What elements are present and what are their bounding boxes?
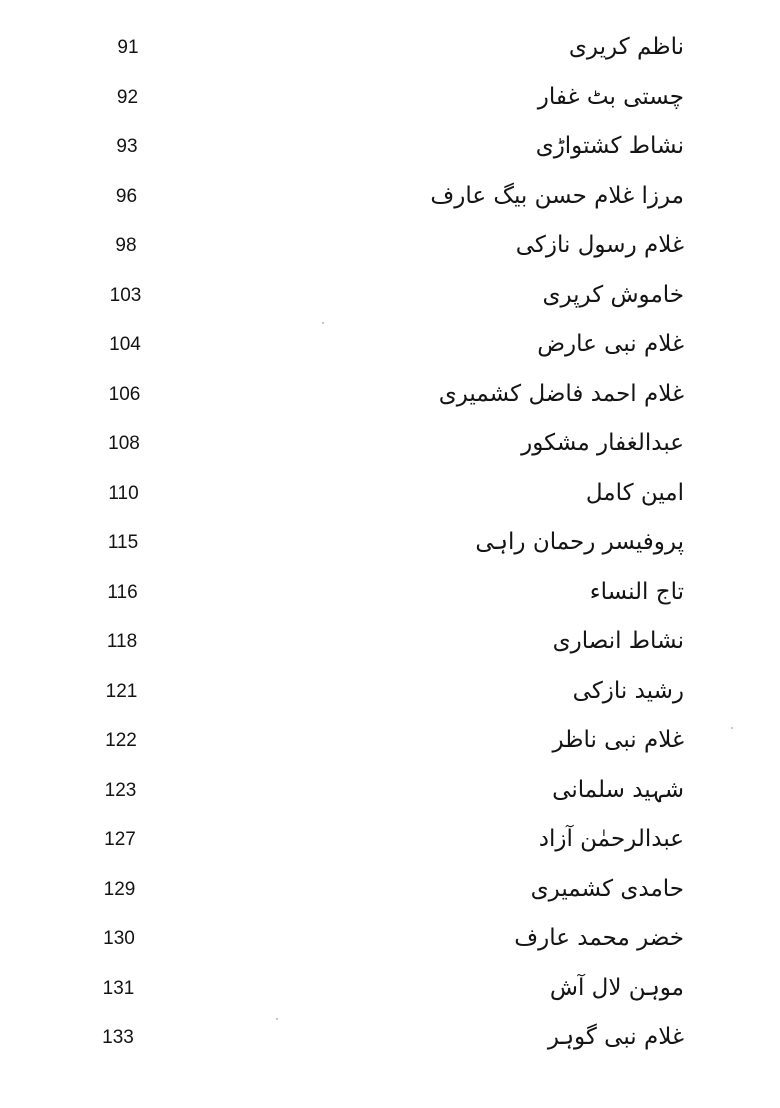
toc-row — [0, 22, 780, 72]
toc-row — [0, 616, 780, 666]
page-number: 108 — [108, 433, 140, 454]
page-number: 116 — [107, 581, 138, 603]
toc-row — [0, 1012, 780, 1062]
entry-name: مرزا غلام حسن بیگ عارف — [430, 182, 684, 209]
entry-name: حامدی کشمیری — [530, 875, 684, 902]
entry-name: عبدالرحمٰن آزاد — [538, 826, 684, 852]
page-number: 130 — [103, 928, 135, 949]
toc-row — [0, 220, 780, 270]
page-number: 103 — [109, 284, 142, 306]
scan-speck — [322, 322, 324, 324]
entry-name: امین کامل — [585, 479, 684, 506]
page-number: 133 — [102, 1027, 134, 1048]
entry-name: شہید سلمانی — [552, 776, 684, 803]
page-number: 106 — [108, 383, 141, 405]
page-number: 129 — [103, 878, 136, 900]
page-number: 96 — [115, 185, 138, 207]
page-number: 131 — [102, 977, 135, 999]
entry-name: خضر محمد عارف — [514, 925, 684, 951]
entry-name: غلام نبی ناظر — [552, 727, 684, 753]
entry-name: نشاط انصاری — [552, 628, 684, 654]
page-number: 115 — [107, 532, 139, 553]
toc-row — [0, 814, 780, 864]
toc-row — [0, 418, 780, 468]
entry-name: رشید نازکی — [572, 677, 684, 704]
page-number: 92 — [116, 86, 139, 108]
page-number: 104 — [109, 334, 141, 355]
entry-name: تاج النساء — [589, 578, 684, 605]
entry-name: موہن لال آش — [549, 974, 684, 1001]
toc-row — [0, 468, 780, 518]
toc-row — [0, 963, 780, 1013]
entry-name: نشاط کشتواڑی — [535, 133, 684, 159]
toc-row — [0, 666, 780, 716]
table-of-contents — [0, 22, 780, 1062]
entry-name: غلام نبی عارض — [537, 331, 684, 357]
scan-speck — [276, 1018, 278, 1020]
page-number: 127 — [104, 829, 136, 850]
entry-name: غلام احمد فاضل کشمیری — [438, 380, 684, 407]
toc-row — [0, 121, 780, 171]
toc-row — [0, 270, 780, 320]
entry-name: پروفیسر رحمان راہی — [475, 529, 684, 555]
toc-row — [0, 567, 780, 617]
toc-row — [0, 864, 780, 914]
page-number: 110 — [108, 482, 139, 504]
page-number: 91 — [117, 37, 139, 58]
toc-row — [0, 765, 780, 815]
entry-name: ناظم کریری — [568, 34, 684, 60]
toc-row — [0, 171, 780, 221]
toc-row — [0, 369, 780, 419]
toc-row — [0, 319, 780, 369]
page-number: 122 — [105, 730, 137, 751]
page-number: 121 — [105, 680, 138, 702]
toc-row — [0, 517, 780, 567]
entry-name: عبدالغفار مشکور — [521, 430, 684, 456]
toc-row — [0, 913, 780, 963]
entry-name: غلام رسول نازکی — [515, 232, 684, 258]
page-number: 98 — [115, 235, 137, 256]
toc-row — [0, 715, 780, 765]
toc-row — [0, 72, 780, 122]
entry-name: چستی بٹ غفار — [537, 83, 684, 110]
page-number: 93 — [116, 136, 138, 157]
page-number: 118 — [106, 631, 138, 652]
scan-speck — [731, 727, 733, 729]
page-number: 123 — [104, 779, 137, 801]
entry-name: خاموش کرپری — [542, 281, 684, 308]
entry-name: غلام نبی گوہر — [547, 1024, 684, 1050]
